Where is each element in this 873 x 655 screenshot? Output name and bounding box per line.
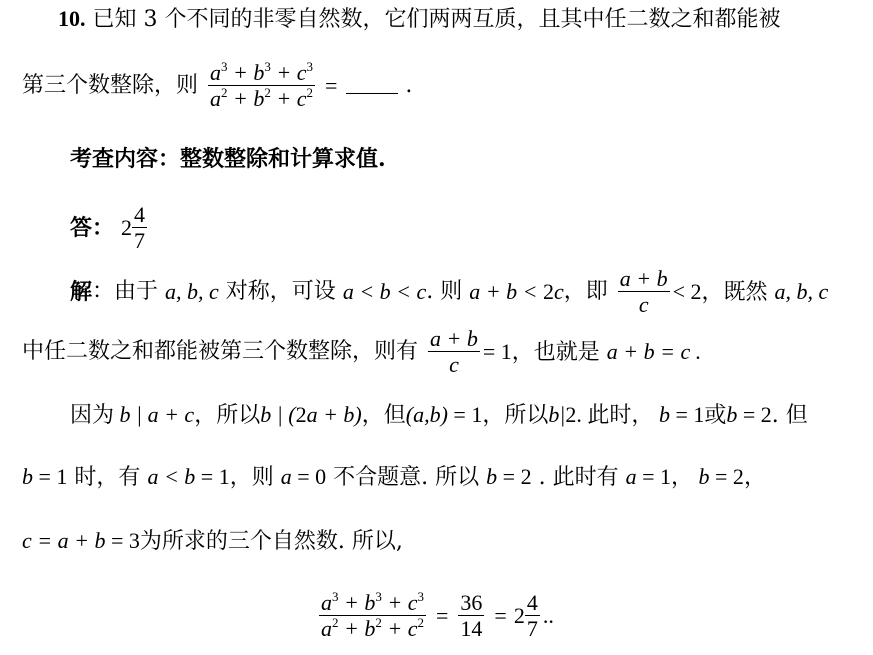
final-numerator-1: 36	[460, 590, 483, 615]
final-whole: 2	[513, 602, 525, 628]
solution-line-3	[70, 404, 808, 427]
problem-line-2	[22, 60, 412, 112]
problem-line-1	[58, 8, 781, 31]
final-fraction-4-7	[525, 590, 540, 642]
solution-text: = 1，也就是	[482, 338, 600, 364]
topic-label: 考查内容：整数整除和计算求值.	[70, 146, 386, 172]
problem-text-1: 已知 3 个不同的非零自然数，它们两两互质，且其中任二数之和都能被	[92, 7, 781, 32]
answer-numerator: 4	[134, 202, 146, 227]
final-denominator-2: 7	[526, 616, 538, 642]
solution-text: ，即	[563, 278, 608, 304]
final-end: ..	[542, 602, 554, 628]
a-eq-0: a = 0	[280, 464, 327, 489]
solution-line-5	[22, 530, 403, 553]
problem-number: 10.	[58, 6, 86, 31]
solution-text: < 2，既然	[672, 278, 768, 304]
answer-blank	[346, 75, 398, 94]
final-fraction-36-14	[458, 590, 484, 642]
solution-text: 2. 此时，	[565, 402, 654, 427]
final-equation	[316, 590, 554, 642]
equals-sign: =	[435, 602, 449, 628]
final-numerator-2: 4	[526, 590, 538, 615]
solution-text: 为所求的三个自然数. 所以,	[139, 529, 403, 554]
answer-label: 答：	[70, 214, 115, 241]
solution-text: ，所以	[194, 403, 261, 428]
fraction-ab-c-2: $\frac{a + b}{c}$	[430, 326, 478, 378]
inequality-sum: a + b < 2c	[469, 278, 564, 304]
solution-text: . 则	[426, 278, 463, 304]
fraction-ab-c: $\frac{a + b}{c}$	[619, 266, 668, 318]
solution-text: 中任二数之和都能被第三个数整除，则有	[22, 338, 419, 364]
solution-line-1	[70, 266, 828, 318]
inequality: a < b < c	[342, 278, 427, 304]
problem-end: .	[405, 72, 413, 98]
solution-text: . 此时有	[538, 465, 619, 490]
solution-text: . 但	[771, 403, 808, 428]
answer-denominator: 7	[134, 228, 146, 254]
equation-sum: a + b = c .	[606, 338, 702, 364]
divides-two: b|	[548, 402, 566, 427]
answer-line	[70, 202, 150, 254]
final-denominator-1: 14	[460, 616, 483, 642]
expression-fraction	[208, 60, 315, 112]
solution-line-2	[22, 326, 701, 378]
solution-text: 因为	[70, 403, 115, 428]
gcd-expr: (a,b) = 1	[405, 402, 483, 427]
solution-text: ，所以	[482, 403, 549, 428]
fraction-numerator: $a^3 + b^3 + c^3$	[210, 59, 313, 85]
b-eq-1: b = 1	[653, 402, 705, 427]
solution-text: ，则	[229, 465, 274, 490]
solution-text: ：由于	[92, 278, 159, 304]
solution-text: 不合题意. 所以	[333, 465, 480, 490]
b-eq-2-b: b = 2	[486, 464, 532, 489]
answer-whole: 2	[121, 214, 133, 240]
b-eq-1-b: b = 1	[22, 464, 68, 489]
solution-text: 或	[704, 403, 727, 428]
divides-expr-2: b | (2a + b)	[260, 402, 362, 427]
fraction-denominator: $a^2 + b^2 + c^2$	[210, 85, 313, 112]
variables: a, b, c	[774, 278, 829, 304]
b-eq-2: b = 2	[726, 402, 772, 427]
problem-text-2: 第三个数整除，则	[22, 72, 199, 98]
solution-line-4	[22, 466, 766, 489]
variables: a, b, c	[165, 278, 219, 304]
final-fraction-expr: $\frac{a^3 + b^3 + c^3}{a^2 + b^2 + c^2}$	[321, 589, 424, 642]
equals-sign: =	[494, 602, 507, 628]
c-eq: c = a + b = 3	[22, 528, 140, 553]
answer-fraction	[132, 202, 147, 254]
a-lt-b: a < b = 1	[147, 464, 230, 489]
values-abc: a = 1， b = 2，	[625, 464, 766, 489]
solution-text: 对称，可设	[225, 278, 336, 304]
equals-sign: =	[325, 72, 338, 98]
solution-text: ，但	[361, 403, 406, 428]
divides-expr: b | a + c	[114, 402, 195, 427]
topic-line	[70, 148, 386, 170]
solution-label: 解	[70, 278, 93, 305]
solution-text: 时，有	[74, 465, 141, 490]
